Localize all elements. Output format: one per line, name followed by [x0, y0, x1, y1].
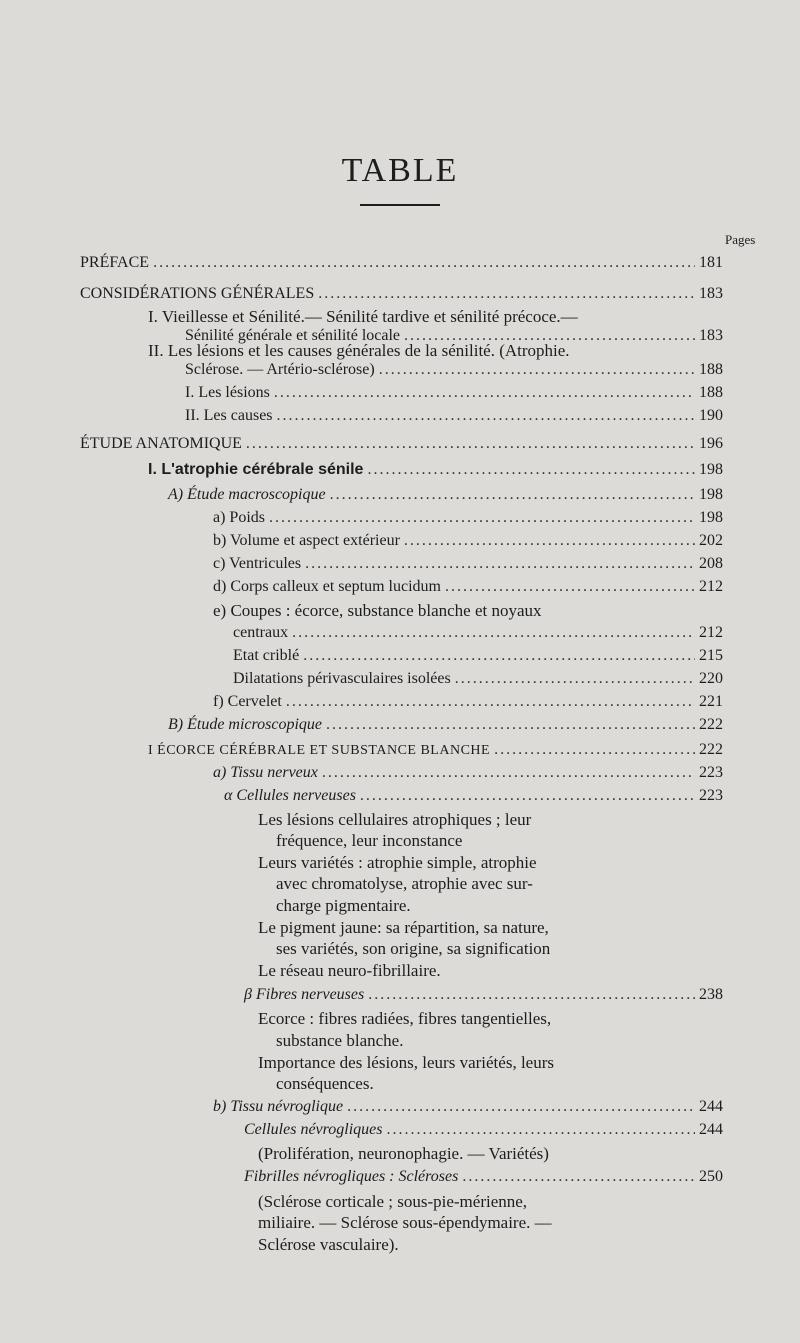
entry-text: Sclérose. — Artério-sclérose) [185, 361, 375, 378]
toc-entry-causes [185, 407, 723, 425]
entry-page: 250 [699, 1168, 723, 1185]
toc-entry-fibres-nerveuses [244, 986, 723, 1004]
entry-line: (Sclérose corticale ; sous-pie-mérienne, [258, 1192, 528, 1211]
entry-text: d) Corps calleux et septum lucidum [213, 578, 441, 595]
entry-page: 181 [699, 254, 723, 271]
entry-text: I. L'atrophie cérébrale sénile [148, 461, 364, 478]
entry-text: Dilatations périvasculaires isolées [233, 670, 451, 687]
entry-text: I ÉCORCE CÉRÉBRALE ET SUBSTANCE BLANCHE [148, 743, 491, 758]
toc-entry-atrophie [148, 461, 723, 479]
entry-page: 198 [699, 461, 723, 478]
entry-page: 188 [699, 384, 723, 401]
toc-entry-ecorce [148, 741, 723, 759]
entry-page: 212 [699, 578, 723, 595]
toc-entry-microscopique [168, 716, 723, 734]
entry-page: 196 [699, 435, 723, 452]
toc-entry-preface [80, 254, 723, 272]
entry-line: Les lésions cellulaires atrophiques ; leur [258, 810, 532, 829]
entry-line: avec chromatolyse, atrophie avec sur- [276, 874, 533, 893]
entry-text: B) Étude microscopique [168, 716, 323, 733]
entry-page: 244 [699, 1098, 723, 1115]
toc-entry-ventricules [213, 555, 723, 573]
entry-line: ses variétés, son origine, sa signification [276, 939, 551, 958]
entry-page: 222 [699, 741, 723, 758]
entry-page: 215 [699, 647, 723, 664]
toc-entry-lesions [185, 384, 723, 402]
entry-text: II. Les causes [185, 407, 273, 424]
entry-text: centraux [233, 624, 289, 641]
entry-page: 202 [699, 532, 723, 549]
toc-entry-considerations [80, 285, 723, 303]
entry-page: 212 [699, 624, 723, 641]
entry-line: miliaire. — Sclérose sous-épendymaire. — [258, 1213, 552, 1232]
entry-line: Sclérose vasculaire). [258, 1235, 399, 1254]
entry-text: PRÉFACE [80, 254, 150, 271]
pages-column-label: Pages [725, 232, 756, 247]
entry-text: a) Tissu nerveux [213, 764, 318, 781]
entry-text: CONSIDÉRATIONS GÉNÉRALES [80, 285, 315, 302]
entry-text: f) Cervelet [213, 693, 282, 710]
entry-line: e) Coupes : écorce, substance blanche et noyaux [213, 601, 542, 620]
entry-page: 198 [699, 486, 723, 503]
entry-page: 220 [699, 670, 723, 687]
entry-line: I. Vieillesse et Sénilité.— Sénilité tardive et sénilité précoce.— [148, 307, 578, 326]
entry-line: substance blanche. [276, 1031, 404, 1050]
entry-page: 238 [699, 986, 723, 1003]
title-rule [360, 204, 440, 206]
entry-page: 244 [699, 1121, 723, 1138]
entry-page: 223 [699, 787, 723, 804]
entry-text: c) Ventricules [213, 555, 302, 572]
toc-entry-cervelet [213, 693, 723, 711]
toc-entry-volume [213, 532, 723, 550]
entry-line: Leurs variétés : atrophie simple, atrophie [258, 853, 537, 872]
entry-line: Le pigment jaune: sa répartition, sa nature, [258, 918, 549, 937]
entry-page: 208 [699, 555, 723, 572]
toc-entry-sclerose [185, 361, 723, 379]
toc-entry-etat-crible [233, 647, 723, 665]
entry-page: 183 [699, 285, 723, 302]
page-title: TABLE [341, 152, 459, 189]
entry-text: I. Les lésions [185, 384, 270, 401]
entry-line: Importance des lésions, leurs variétés, leurs [258, 1053, 554, 1072]
toc-entry-tissu-nevroglique [213, 1098, 723, 1116]
entry-text: α Cellules nerveuses [224, 787, 356, 804]
entry-line: II. Les lésions et les causes générales de la sénilité. (Atrophie. [148, 341, 570, 360]
entry-text: b) Tissu névroglique [213, 1098, 344, 1115]
entry-page: 198 [699, 509, 723, 526]
entry-text: Sénilité générale et sénilité locale [185, 327, 401, 344]
entry-page: 223 [699, 764, 723, 781]
entry-text: a) Poids [213, 509, 265, 526]
toc-entry-fibrilles [244, 1168, 723, 1186]
entry-line: (Prolifération, neuronophagie. — Variétés) [258, 1144, 549, 1163]
entry-text: ÉTUDE ANATOMIQUE [80, 435, 242, 452]
entry-page: 221 [699, 693, 723, 710]
entry-text: Fibrilles névrogliques : Scléroses [244, 1168, 459, 1185]
entry-text: Etat criblé [233, 647, 300, 664]
entry-line: fréquence, leur inconstance [276, 831, 463, 850]
toc-entry-macroscopique [168, 486, 723, 504]
toc-entry-cellules-nerveuses [224, 787, 723, 805]
entry-page: 190 [699, 407, 723, 424]
toc-entry-dilatations [233, 670, 723, 688]
toc-entry-cellules-nevrogliques [244, 1121, 723, 1139]
toc-entry-centraux [233, 624, 723, 642]
entry-page: 183 [699, 327, 723, 344]
toc-entry-tissu-nerveux [213, 764, 723, 782]
entry-text: Cellules névrogliques [244, 1121, 383, 1138]
entry-line: Ecorce : fibres radiées, fibres tangentielles, [258, 1009, 552, 1028]
entry-line: charge pigmentaire. [276, 896, 411, 915]
entry-text: b) Volume et aspect extérieur [213, 532, 400, 549]
entry-line: Le réseau neuro-fibrillaire. [258, 961, 441, 980]
toc-entry-corps-calleux [213, 578, 723, 596]
toc-entry-poids [213, 509, 723, 527]
toc-entry-etude-anatomique [80, 435, 723, 453]
entry-page: 188 [699, 361, 723, 378]
entry-text: β Fibres nerveuses [244, 986, 365, 1003]
entry-line: conséquences. [276, 1074, 374, 1093]
entry-page: 222 [699, 716, 723, 733]
entry-text: A) Étude macroscopique [168, 486, 326, 503]
